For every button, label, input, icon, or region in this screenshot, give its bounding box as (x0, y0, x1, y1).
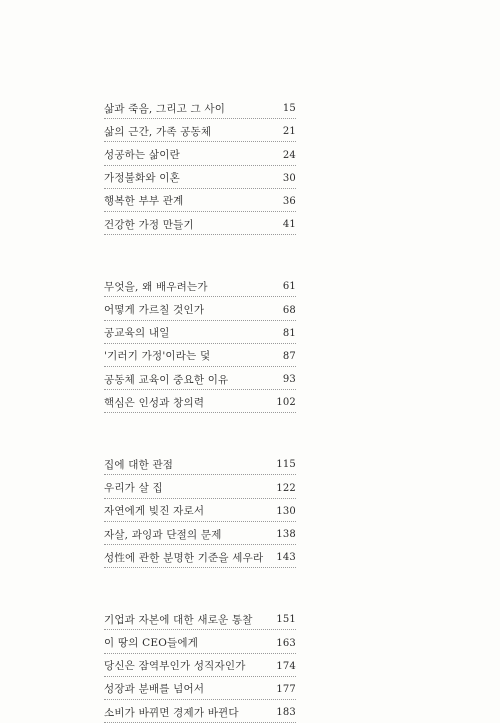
toc-entry (104, 367, 296, 390)
toc-entry-page: 122 (276, 482, 296, 494)
toc-entry-title: 집에 대한 관점 (104, 458, 174, 471)
toc-entry-page: 15 (282, 103, 296, 115)
toc-entry (104, 607, 296, 630)
toc-entry-title: 이 땅의 CEO들에게 (104, 637, 199, 650)
toc-entry-title: 기업과 자본에 대한 새로운 통찰 (104, 613, 253, 626)
toc-entry-page: 163 (276, 637, 296, 649)
toc-entry-title: 자연에게 빚진 자로서 (104, 505, 205, 518)
toc-entry-page: 102 (276, 397, 296, 409)
toc-entry (104, 499, 296, 522)
toc-entry-page: 143 (276, 552, 296, 564)
toc-entry-title: 건강한 가정 만들기 (104, 218, 194, 231)
toc-entry-page: 151 (276, 614, 296, 626)
toc-entry-title: 가정불화와 이혼 (104, 172, 180, 185)
toc-entry-page: 174 (276, 660, 296, 672)
toc-entry-title: 성性에 관한 분명한 기준을 세우라 (104, 551, 264, 564)
toc-entry (104, 297, 296, 320)
toc-entry (104, 321, 296, 344)
toc-entry (104, 452, 296, 475)
toc-section-2 (104, 274, 296, 413)
toc-entry (104, 390, 296, 413)
toc-entry-page: 30 (282, 172, 296, 184)
toc-entry (104, 630, 296, 653)
toc-entry (104, 654, 296, 677)
toc-entry-title: 공동체 교육이 중요한 이유 (104, 373, 229, 386)
toc-section-3 (104, 452, 296, 568)
toc-entry-page: 24 (282, 149, 296, 161)
toc-entry (104, 212, 296, 235)
toc-entry-page: 21 (282, 126, 296, 138)
toc-entry (104, 344, 296, 367)
toc-entry-title: '기러기 가정'이라는 덫 (104, 350, 211, 363)
toc-entry-page: 138 (276, 529, 296, 540)
toc-entry-page: 115 (276, 459, 296, 471)
toc-entry (104, 142, 296, 165)
toc-entry-page: 93 (282, 374, 296, 386)
toc-entry (104, 274, 296, 297)
toc-entry-page: 68 (282, 304, 296, 316)
toc-entry (104, 119, 296, 142)
toc-entry-title: 자살, 과잉과 단절의 문제 (104, 528, 222, 541)
toc-entry-title: 당신은 잠역부인가 성직자인가 (104, 660, 246, 673)
toc-entry (104, 677, 296, 700)
toc-entry (104, 166, 296, 189)
toc-entry-title: 삶의 근간, 가족 공동체 (104, 125, 212, 138)
toc-entry-page: 130 (276, 505, 296, 517)
toc-entry-title: 삶과 죽음, 그리고 그 사이 (104, 102, 226, 115)
toc-entry-page: 177 (276, 683, 296, 695)
toc-entry-title: 행복한 부부 관계 (104, 195, 184, 208)
toc-entry-title: 핵심은 인성과 창의력 (104, 396, 205, 409)
toc-entry (104, 545, 296, 568)
toc-entry (104, 700, 296, 723)
toc-entry-page: 81 (282, 327, 296, 339)
toc-entry (104, 189, 296, 212)
toc-entry-title: 소비가 바뀌면 경제가 바뀐다 (104, 706, 239, 719)
toc-entry-title: 무엇을, 왜 배우려는가 (104, 280, 208, 293)
toc-entry-page: 87 (282, 350, 296, 362)
toc-entry-page: 183 (276, 707, 296, 719)
toc-entry-title: 성장과 분배를 넘어서 (104, 683, 205, 696)
toc-entry-title: 우리가 살 집 (104, 482, 163, 495)
toc-entry (104, 522, 296, 545)
toc-entry-page: 41 (282, 219, 296, 231)
toc-entry-title: 공교육의 내일 (104, 327, 170, 340)
toc-entry-page: 61 (282, 281, 296, 293)
table-of-contents (104, 96, 296, 723)
toc-entry-title: 성공하는 삶이란 (104, 149, 180, 162)
toc-section-1 (104, 96, 296, 235)
toc-entry-page: 36 (282, 195, 296, 207)
toc-entry (104, 96, 296, 119)
toc-entry-title: 어떻게 가르칠 것인가 (104, 304, 205, 316)
toc-entry (104, 475, 296, 498)
